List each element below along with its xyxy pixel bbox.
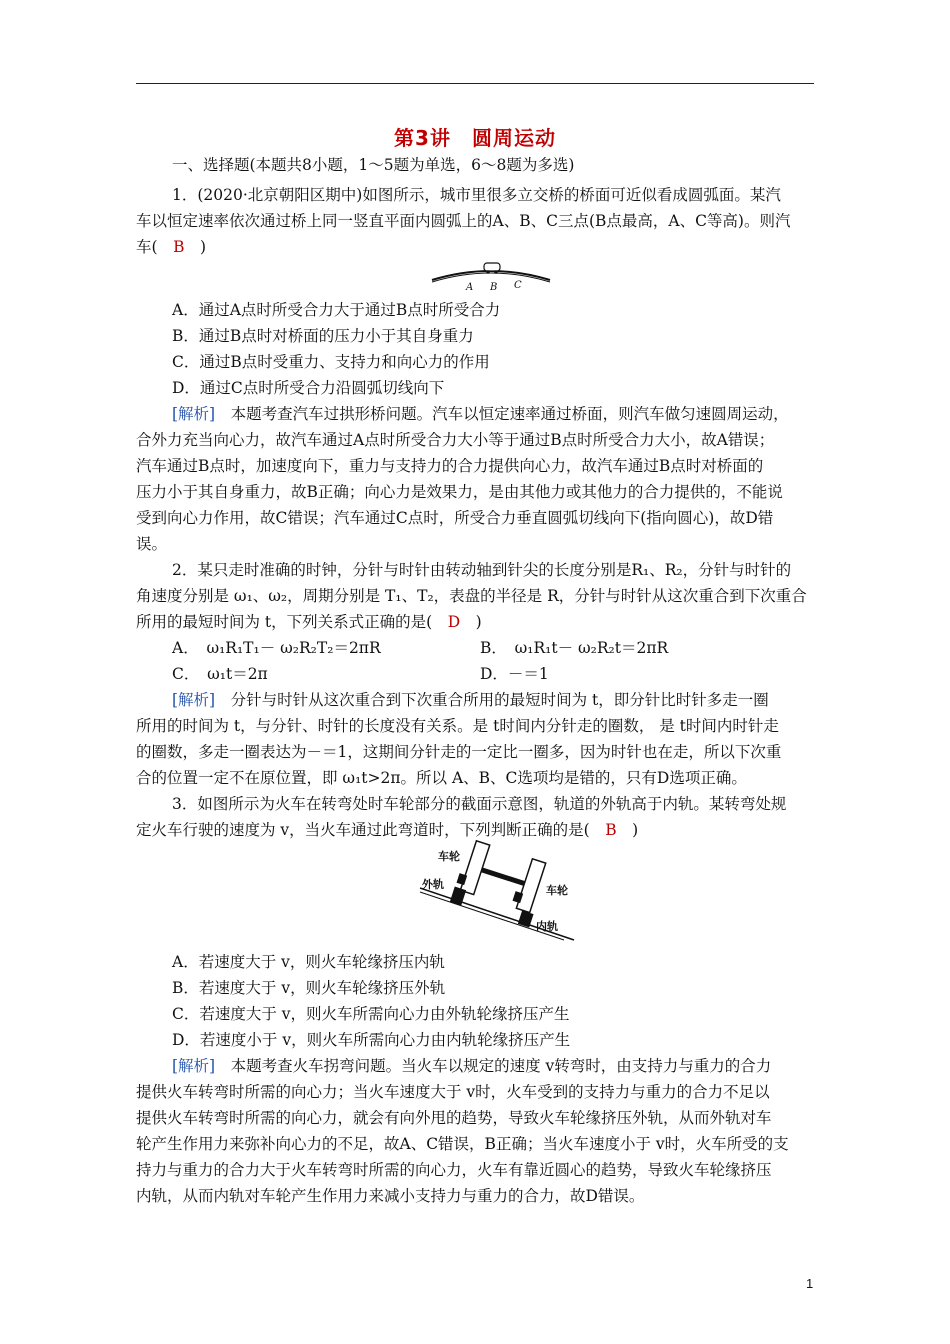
q3-explanation-3: 提供火车转弯时所需的向心力，就会有向外甩的趋势，导致火车轮缘挤压外轨，从而外轨对车 (136, 1109, 772, 1127)
q2-option-d: D．－＝1 (480, 665, 549, 683)
q1-explanation-4: 压力小于其自身重力，故B正确；向心力是效果力，是由其他力或其他力的合力提供的，不能说 (136, 483, 783, 501)
q1-analysis-tag: [解析] (172, 405, 216, 423)
q2-answer: D (447, 613, 461, 631)
q2-line-1: 2．某只走时准确的时钟，分针与时针由转动轴到针尖的长度分别是R₁、R₂，分针与时针的 (172, 561, 792, 579)
q3-option-d: D．若速度小于 v，则火车所需向心力由内轨轮缘挤压产生 (172, 1031, 571, 1049)
q3-explanation-5: 持力与重力的合力大于火车转弯时所需的向心力，火车有靠近圆心的趋势，导致火车轮缘挤压 (136, 1161, 772, 1179)
q1-explanation-6: 误。 (136, 535, 168, 553)
page-title: 第3讲 圆周运动 (394, 126, 556, 150)
label-wheel-right: 车轮 (546, 885, 568, 897)
label-outer-rail: 外轨 (422, 879, 444, 891)
q3-explanation-6: 内轨，从而内轨对车轮产生作用力来减小支持力与重力的合力，故D错误。 (136, 1187, 645, 1205)
q1-explanation-2: 合外力充当向心力，故汽车通过A点时所受合力大小等于通过B点时所受合力大小，故A错误； (136, 431, 775, 449)
q2-explanation-2: 所用的时间为 t，与分针、时针的长度没有关系。是 t时间内分针走的圈数， 是 t时间内时针走 (136, 717, 779, 735)
q3-option-c: C．若速度大于 v，则火车所需向心力由外轨轮缘挤压产生 (172, 1005, 570, 1023)
inner-wheel (516, 859, 545, 913)
q1-line-1: 1．(2020·北京朝阳区期中)如图所示，城市里很多立交桥的桥面可近似看成圆弧面。某汽 (172, 186, 781, 204)
fig-label-a: A (466, 282, 474, 292)
q3-answer: B (605, 821, 617, 839)
section-heading: 一、选择题(本题共8小题，1～5题为单选，6～8题为多选) (172, 156, 575, 174)
q1-explanation-5: 受到向心力作用，故C错误；汽车通过C点时，所受合力垂直圆弧切线向下(指向圆心)，故D错 (136, 509, 774, 527)
fig-label-b: B (490, 282, 498, 292)
car-icon (484, 263, 500, 271)
q1-line-3: 车( B ) (136, 238, 207, 256)
q2-option-b: B． ω₁R₁t－ ω₂R₂t＝2πR (480, 639, 669, 657)
q3-line-2: 定火车行驶的速度为 v，当火车通过此弯道时，下列判断正确的是( B ) (136, 821, 639, 839)
fig-label-c: C (514, 280, 522, 291)
header-rule (136, 83, 814, 84)
q3-analysis-tag: [解析] (172, 1057, 216, 1075)
q1-explanation-1: [解析] 本题考查汽车过拱形桥问题。汽车以恒定速率通过桥面，则汽车做匀速圆周运动， (172, 405, 789, 423)
q1-answer: B (173, 238, 185, 256)
q2-line-2: 角速度分别是 ω₁、ω₂，周期分别是 T₁、T₂，表盘的半径是 R，分针与时针从这次重合到下次重合 (136, 587, 807, 605)
q2-option-a: A． ω₁R₁T₁－ ω₂R₂T₂＝2πR (172, 639, 381, 657)
q3-explanation-2: 提供火车转弯时所需的向心力；当火车速度大于 v时，火车受到的支持力与重力的合力不足以 (136, 1083, 770, 1101)
q3-option-b: B．若速度大于 v，则火车轮缘挤压外轨 (172, 979, 446, 997)
q2-explanation-3: 的圈数，多走一圈表达为－＝1，这期间分针走的一定比一圈多，因为时针也在走，所以下次重 (136, 743, 782, 761)
q3-option-a: A．若速度大于 v，则火车轮缘挤压内轨 (172, 953, 445, 971)
q1-line-2: 车以恒定速率依次通过桥上同一竖直平面内圆弧上的A、B、C三点(B点最高，A、C等高)。则汽 (136, 212, 791, 230)
q1-option-a: A．通过A点时所受合力大于通过B点时所受合力 (172, 301, 501, 319)
q1-option-d: D．通过C点时所受合力沿圆弧切线向下 (172, 379, 445, 397)
q2-explanation-1: [解析] 分针与时针从这次重合到下次重合所用的最短时间为 t，即分针比时针多走一圈 (172, 691, 769, 709)
outer-wheel (460, 841, 489, 895)
q2-explanation-4: 合的位置一定不在原位置，即 ω₁t>2π。所以 A、B、C选项均是错的，只有D选项正确。 (136, 769, 747, 787)
q2-option-c: C． ω₁t＝2π (172, 665, 268, 683)
q1-explanation-3: 汽车通过B点时，加速度向下，重力与支持力的合力提供向心力，故汽车通过B点时对桥面的 (136, 457, 764, 475)
q3-line-1: 3．如图所示为火车在转弯处时车轮部分的截面示意图，轨道的外轨高于内轨。某转弯处规 (172, 795, 787, 813)
bridge-figure (428, 258, 554, 292)
q2-line-3: 所用的最短时间为 t，下列关系式正确的是( D ) (136, 613, 482, 631)
label-wheel-left: 车轮 (438, 851, 460, 863)
label-inner-rail: 内轨 (536, 921, 558, 933)
q3-explanation-1: [解析] 本题考查火车拐弯问题。当火车以规定的速度 v转弯时，由支持力与重力的合力 (172, 1057, 772, 1075)
q2-analysis-tag: [解析] (172, 691, 216, 709)
page-number: 1 (806, 1276, 814, 1291)
q3-explanation-4: 轮产生作用力来弥补向心力的不足，故A、C错误，B正确；当火车速度小于 v时，火车所受的支 (136, 1135, 789, 1153)
q1-option-c: C．通过B点时受重力、支持力和向心力的作用 (172, 353, 490, 371)
train-wheel-figure (414, 838, 582, 944)
q1-option-b: B．通过B点时对桥面的压力小于其自身重力 (172, 327, 474, 345)
